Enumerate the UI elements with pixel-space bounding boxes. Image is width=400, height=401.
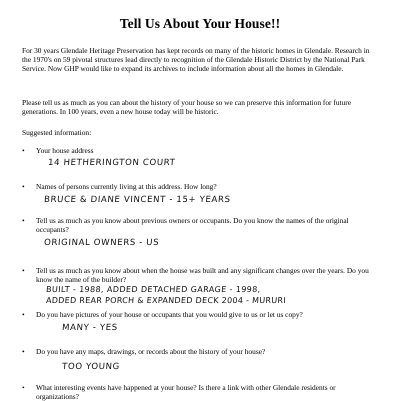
bullet-icon: • <box>22 383 25 392</box>
bullet-icon: • <box>22 266 25 275</box>
question-text: Your house address <box>36 146 94 155</box>
question-previous-owners <box>22 216 378 234</box>
bullet-icon: • <box>22 310 25 319</box>
handwritten-answer-pictures: MANY - YES <box>61 323 119 333</box>
question-text: What interesting events have happened at your house? Is there a link with other Glendale residents or organizations? <box>36 383 336 401</box>
bullet-icon: • <box>22 182 25 191</box>
question-maps-records <box>22 347 378 356</box>
handwritten-answer-history-line-1: BUILT - 1988, ADDED DETACHED GARAGE - 1998, <box>45 285 261 294</box>
question-interesting-events <box>22 383 378 401</box>
question-text: Tell us as much as you know about when the house was built and any significant changes over the years. Do you know the name of the builder? <box>36 266 369 284</box>
question-house-history <box>22 266 378 284</box>
suggested-label: Suggested information: <box>22 128 92 137</box>
question-text: Tell us as much as you know about previous owners or occupants. Do you know the names of the original occupants? <box>36 216 349 234</box>
handwritten-answer-address: 14 HETHERINGTON COURT <box>47 158 176 168</box>
handwritten-answer-maps: TOO YOUNG <box>61 362 121 372</box>
question-text: Names of persons currently living at this address. How long? <box>36 182 217 191</box>
question-text: Do you have pictures of your house or occupants that you would give to us or let us copy? <box>36 310 303 319</box>
question-text: Do you have any maps, drawings, or records about the history of your house? <box>36 347 266 356</box>
handwritten-answer-residents: BRUCE & DIANE VINCENT - 15+ YEARS <box>43 195 231 205</box>
intro-paragraph: For 30 years Glendale Heritage Preservation has kept records on many of the historic homes in Glendale. Research in the 1970's on 59 pivotal structures lead directly to recognition of the Glendale Historic District by the National Park Service. Now GHP would like to expand its archives to include information about all the homes in Glendale. <box>22 46 370 73</box>
bullet-icon: • <box>22 146 25 155</box>
question-address <box>22 146 378 155</box>
bullet-icon: • <box>22 347 25 356</box>
handwritten-answer-previous-owners: ORIGINAL OWNERS - US <box>43 238 160 248</box>
question-current-residents <box>22 182 378 191</box>
request-paragraph: Please tell us as much as you can about the history of your house so we can preserve this information for future generations. In 100 years, even a new house today will be historic. <box>22 98 352 116</box>
question-pictures <box>22 310 378 319</box>
page-title: Tell Us About Your House!! <box>119 16 281 31</box>
bullet-icon: • <box>22 216 25 225</box>
handwritten-answer-history-line-2: ADDED REAR PORCH & EXPANDED DECK 2004 - MURURI <box>45 296 287 305</box>
